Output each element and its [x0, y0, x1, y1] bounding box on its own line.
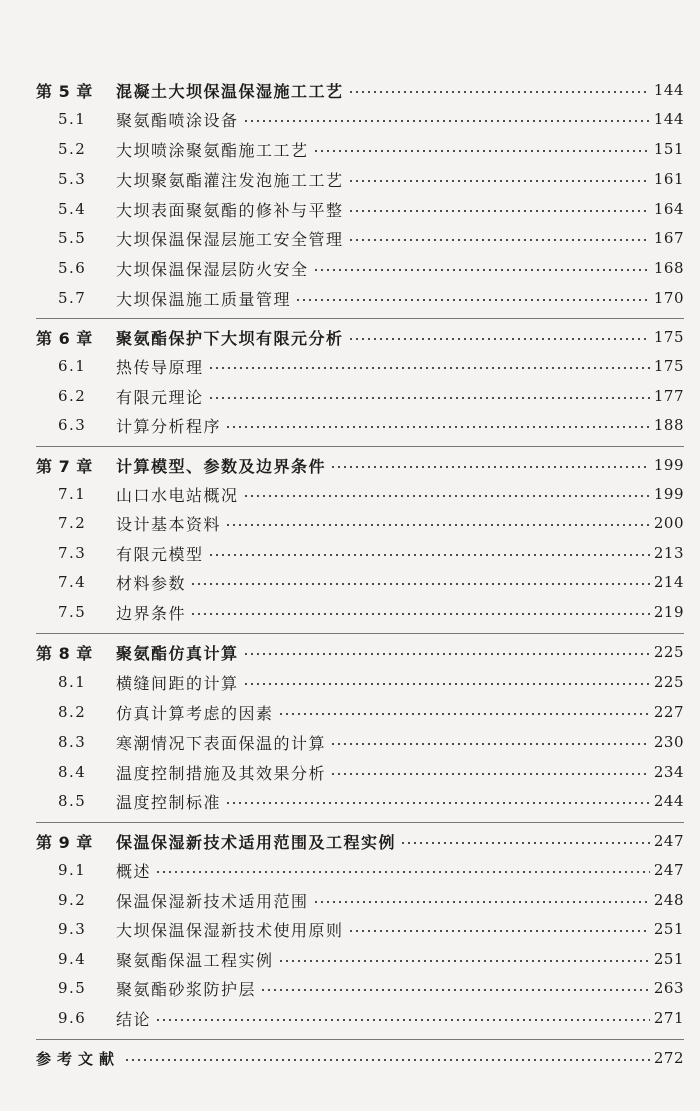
section-title: 热传导原理 [116, 355, 208, 378]
chapter-9-entry[interactable] [0, 826, 700, 856]
section-number: 5.5 [58, 229, 87, 247]
chapter-title: 聚氨酯仿真计算 [116, 641, 243, 664]
section-title: 温度控制标准 [116, 790, 225, 813]
chapter-number: 第 5 章 [36, 81, 93, 101]
section-number: 7.1 [58, 485, 87, 503]
section-entry[interactable] [0, 885, 700, 915]
page-number: 247 [650, 861, 684, 879]
section-entry[interactable] [0, 104, 700, 134]
leader-dots [313, 901, 652, 903]
section-entry[interactable] [0, 667, 700, 697]
section-entry[interactable] [0, 164, 700, 194]
section-title: 有限元模型 [116, 542, 208, 565]
page-number: 214 [650, 573, 684, 591]
chapter-number: 第 8 章 [36, 643, 93, 663]
section-entry[interactable] [0, 194, 700, 224]
section-title: 材料参数 [116, 571, 190, 594]
page-number: 251 [650, 950, 684, 968]
section-entry[interactable] [0, 381, 700, 411]
page-number: 230 [650, 733, 684, 751]
leader-dots [225, 426, 652, 428]
section-number: 9.4 [58, 950, 87, 968]
leader-dots [190, 613, 652, 615]
section-number: 5.4 [58, 200, 87, 218]
chapter-title: 聚氨酯保护下大坝有限元分析 [116, 326, 348, 349]
page-number: 168 [650, 259, 684, 277]
section-number: 8.2 [58, 703, 87, 721]
section-number: 9.6 [58, 1009, 87, 1027]
leader-dots [348, 338, 652, 340]
page-number: 167 [650, 229, 684, 247]
section-entry[interactable] [0, 283, 700, 313]
page-number: 199 [650, 456, 684, 474]
page-number: 247 [650, 832, 684, 850]
section-number: 7.2 [58, 514, 87, 532]
leader-dots [330, 743, 652, 745]
chapter-number: 第 6 章 [36, 328, 93, 348]
page-number: 175 [650, 357, 684, 375]
section-title: 横缝间距的计算 [116, 671, 243, 694]
chapter-8-entry[interactable] [0, 637, 700, 667]
leader-dots [243, 683, 652, 685]
section-entry[interactable] [0, 253, 700, 283]
section-title: 寒潮情况下表面保温的计算 [116, 731, 330, 754]
leader-dots [225, 802, 652, 804]
page-number: 199 [650, 485, 684, 503]
section-number: 5.6 [58, 259, 87, 277]
leader-dots [208, 397, 652, 399]
section-title: 仿真计算考虑的因素 [116, 701, 278, 724]
section-entry[interactable] [0, 479, 700, 509]
section-number: 9.3 [58, 920, 87, 938]
leader-dots [348, 210, 652, 212]
page-number: 164 [650, 200, 684, 218]
section-entry[interactable] [0, 973, 700, 1003]
leader-dots [260, 989, 652, 991]
section-title: 大坝保温施工质量管理 [116, 287, 295, 310]
section-entry[interactable] [0, 1003, 700, 1033]
references-title: 参考文献 [36, 1048, 124, 1069]
leader-dots [348, 239, 652, 241]
references-entry[interactable] [0, 1043, 700, 1073]
section-title: 边界条件 [116, 601, 190, 624]
section-entry[interactable] [0, 597, 700, 627]
leader-dots [155, 1019, 652, 1021]
chapter-6-entry[interactable] [0, 322, 700, 352]
section-title: 聚氨酯保温工程实例 [116, 948, 278, 971]
leader-dots [348, 930, 652, 932]
section-entry[interactable] [0, 697, 700, 727]
leader-dots [190, 583, 652, 585]
section-entry[interactable] [0, 914, 700, 944]
chapter-divider [36, 822, 684, 823]
section-title: 大坝保温保湿层施工安全管理 [116, 227, 348, 250]
section-title: 大坝保温保湿新技术使用原则 [116, 918, 348, 941]
page-number: 144 [650, 110, 684, 128]
section-title: 大坝保温保湿层防火安全 [116, 257, 313, 280]
section-number: 5.3 [58, 170, 87, 188]
leader-dots [243, 495, 652, 497]
page-number: 175 [650, 328, 684, 346]
leader-dots [295, 299, 652, 301]
page-number: 144 [650, 81, 684, 99]
chapter-5-entry[interactable] [0, 75, 700, 105]
section-entry[interactable] [0, 944, 700, 974]
page-number: 263 [650, 979, 684, 997]
page-number: 219 [650, 603, 684, 621]
section-entry[interactable] [0, 757, 700, 787]
section-number: 8.4 [58, 763, 87, 781]
section-title: 大坝喷涂聚氨酯施工工艺 [116, 138, 313, 161]
section-number: 7.4 [58, 573, 87, 591]
section-number: 9.2 [58, 891, 87, 909]
page-number: 271 [650, 1009, 684, 1027]
page-number: 188 [650, 416, 684, 434]
section-number: 8.1 [58, 673, 87, 691]
section-title: 概述 [116, 859, 155, 882]
page-number: 170 [650, 289, 684, 307]
page-number: 244 [650, 792, 684, 810]
section-number: 7.5 [58, 603, 87, 621]
leader-dots [225, 524, 652, 526]
section-title: 结论 [116, 1007, 155, 1030]
section-title: 山口水电站概况 [116, 483, 243, 506]
leader-dots [124, 1059, 652, 1061]
section-number: 7.3 [58, 544, 87, 562]
section-title: 保温保湿新技术适用范围 [116, 889, 313, 912]
section-entry[interactable] [0, 410, 700, 440]
section-number: 8.3 [58, 733, 87, 751]
leader-dots [208, 554, 652, 556]
leader-dots [330, 466, 652, 468]
chapter-7-entry[interactable] [0, 450, 700, 480]
leader-dots [243, 653, 652, 655]
section-entry[interactable] [0, 538, 700, 568]
chapter-divider [36, 318, 684, 319]
section-entry[interactable] [0, 786, 700, 816]
section-title: 大坝聚氨酯灌注发泡施工工艺 [116, 168, 348, 191]
page-number: 251 [650, 920, 684, 938]
section-number: 9.5 [58, 979, 87, 997]
leader-dots [313, 150, 652, 152]
leader-dots [348, 91, 652, 93]
section-entry[interactable] [0, 508, 700, 538]
section-title: 计算分析程序 [116, 414, 225, 437]
section-title: 聚氨酯砂浆防护层 [116, 977, 260, 1000]
section-title: 大坝表面聚氨酯的修补与平整 [116, 198, 348, 221]
section-title: 温度控制措施及其效果分析 [116, 761, 330, 784]
leader-dots [278, 713, 652, 715]
chapter-divider [36, 1039, 684, 1040]
chapter-number: 第 7 章 [36, 456, 93, 476]
leader-dots [155, 871, 652, 873]
chapter-divider [36, 446, 684, 447]
section-entry[interactable] [0, 223, 700, 253]
page-number: 177 [650, 387, 684, 405]
chapter-title: 混凝土大坝保温保湿施工工艺 [116, 79, 348, 102]
chapter-title: 计算模型、参数及边界条件 [116, 454, 330, 477]
page-number: 151 [650, 140, 684, 158]
section-number: 6.3 [58, 416, 87, 434]
section-title: 有限元理论 [116, 385, 208, 408]
page-number: 213 [650, 544, 684, 562]
leader-dots [400, 842, 652, 844]
page-number: 225 [650, 673, 684, 691]
section-entry[interactable] [0, 567, 700, 597]
leader-dots [278, 960, 652, 962]
page-number: 248 [650, 891, 684, 909]
section-entry[interactable] [0, 134, 700, 164]
section-entry[interactable] [0, 855, 700, 885]
section-title: 设计基本资料 [116, 512, 225, 535]
section-entry[interactable] [0, 351, 700, 381]
section-number: 8.5 [58, 792, 87, 810]
section-number: 5.7 [58, 289, 87, 307]
section-number: 9.1 [58, 861, 87, 879]
section-number: 5.1 [58, 110, 87, 128]
leader-dots [348, 180, 652, 182]
chapter-number: 第 9 章 [36, 832, 93, 852]
leader-dots [313, 269, 652, 271]
section-number: 6.2 [58, 387, 87, 405]
section-title: 聚氨酯喷涂设备 [116, 108, 243, 131]
page-number: 225 [650, 643, 684, 661]
section-number: 5.2 [58, 140, 87, 158]
page-number: 272 [650, 1049, 684, 1067]
chapter-divider [36, 633, 684, 634]
leader-dots [208, 367, 652, 369]
chapter-title: 保温保湿新技术适用范围及工程实例 [116, 830, 400, 853]
section-entry[interactable] [0, 727, 700, 757]
section-number: 6.1 [58, 357, 87, 375]
page-number: 161 [650, 170, 684, 188]
leader-dots [330, 773, 652, 775]
page-number: 200 [650, 514, 684, 532]
leader-dots [243, 120, 652, 122]
page-number: 227 [650, 703, 684, 721]
page-number: 234 [650, 763, 684, 781]
